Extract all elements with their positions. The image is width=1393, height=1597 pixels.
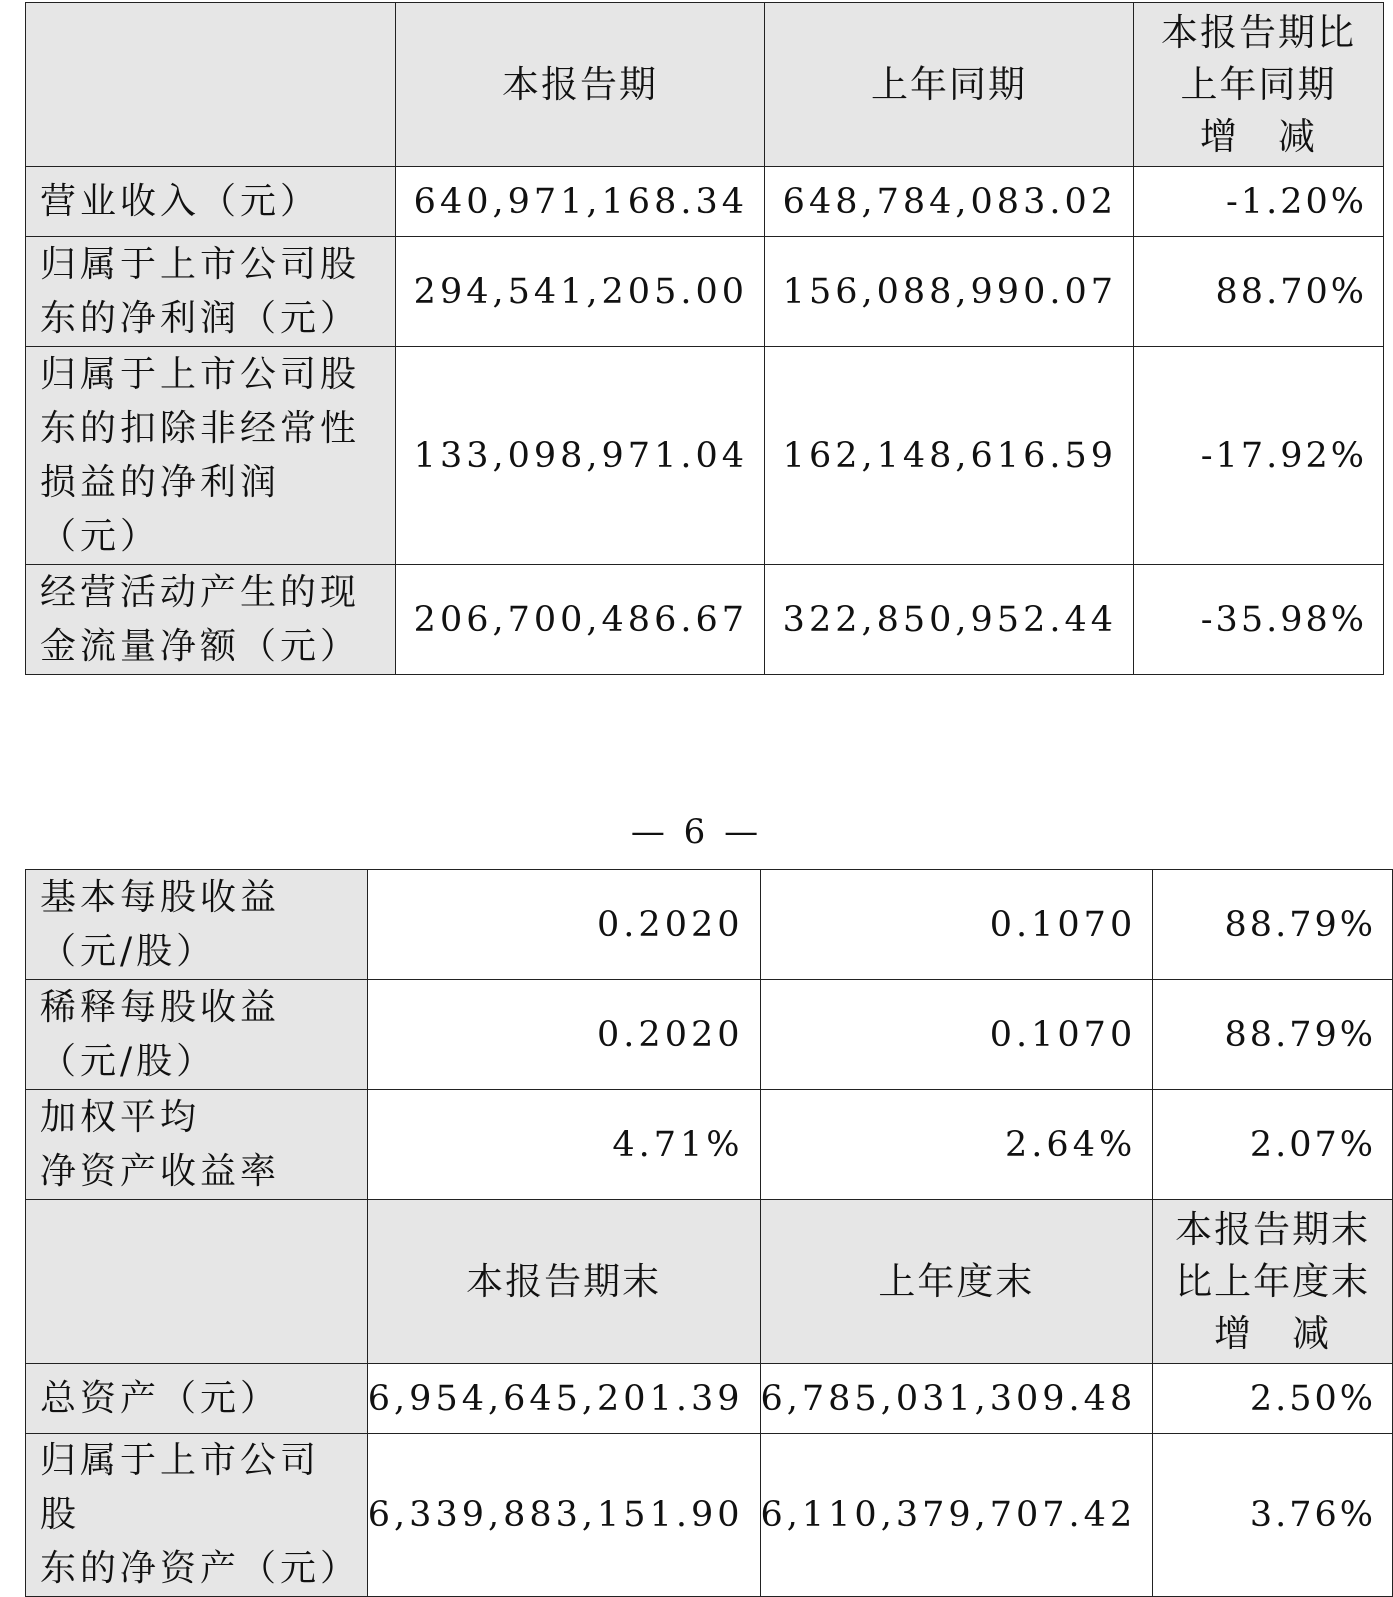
prior-value: 2.64% xyxy=(760,1090,1153,1200)
page-number: — 6 — xyxy=(630,812,763,852)
row-label-line: 归属于上市公司股 xyxy=(40,243,361,285)
row-label-line: 归属于上市公司股 xyxy=(40,353,361,395)
prior-value: 648,784,083.02 xyxy=(765,167,1134,237)
header-change-end xyxy=(1153,1200,1393,1364)
row-label xyxy=(26,1090,368,1200)
row-label-line: 净资产收益率 xyxy=(40,1150,281,1192)
table-row xyxy=(26,167,1384,237)
header-blank-cell xyxy=(26,1200,368,1364)
financial-table-bottom xyxy=(25,869,1393,1597)
prior-value: 0.1070 xyxy=(760,980,1153,1090)
header-change xyxy=(1134,3,1384,167)
header-current-period: 本报告期 xyxy=(396,3,765,167)
header-period-end: 本报告期末 xyxy=(367,1200,760,1364)
change-value: 88.79% xyxy=(1153,980,1393,1090)
table-row xyxy=(26,237,1384,347)
change-value: 3.76% xyxy=(1153,1434,1393,1597)
current-value: 4.71% xyxy=(367,1090,760,1200)
row-label-line: 基本每股收益 xyxy=(40,876,281,918)
row-label-line: （元/股） xyxy=(40,1040,217,1082)
prior-value: 6,785,031,309.48 xyxy=(760,1364,1153,1434)
header-change-line: 本报告期末 xyxy=(1175,1207,1371,1251)
row-label-line: 营业收入（元） xyxy=(40,180,321,222)
change-value: -35.98% xyxy=(1134,565,1384,675)
row-label xyxy=(26,1434,368,1597)
table-row xyxy=(26,565,1384,675)
change-value: -17.92% xyxy=(1134,347,1384,565)
header-change-line: 比上年度末 xyxy=(1175,1259,1371,1303)
current-value: 6,954,645,201.39 xyxy=(367,1364,760,1434)
change-value: -1.20% xyxy=(1134,167,1384,237)
change-value: 88.79% xyxy=(1153,870,1393,980)
table-row xyxy=(26,347,1384,565)
row-label xyxy=(26,1364,368,1434)
row-label-line: 总资产（元） xyxy=(40,1377,281,1419)
header-change-line: 增 减 xyxy=(1200,114,1317,158)
change-value: 2.07% xyxy=(1153,1090,1393,1200)
prior-value: 162,148,616.59 xyxy=(765,347,1134,565)
header-blank-cell xyxy=(26,3,396,167)
table-header-row xyxy=(26,1200,1393,1364)
row-label-line: 东的净利润（元） xyxy=(40,297,361,339)
prior-value: 322,850,952.44 xyxy=(765,565,1134,675)
row-label-line: （元） xyxy=(40,515,161,557)
row-label-line: 归属于上市公司股 xyxy=(40,1440,321,1535)
row-label-line: 东的扣除非经常性 xyxy=(40,407,361,449)
row-label xyxy=(26,870,368,980)
table-row xyxy=(26,870,1393,980)
current-value: 0.2020 xyxy=(367,870,760,980)
header-change-line: 本报告期比 xyxy=(1161,10,1356,54)
row-label-line: 加权平均 xyxy=(40,1096,201,1138)
header-change-line: 增 减 xyxy=(1214,1311,1332,1355)
current-value: 0.2020 xyxy=(367,980,760,1090)
row-label xyxy=(26,237,396,347)
row-label xyxy=(26,347,396,565)
current-value: 6,339,883,151.90 xyxy=(367,1434,760,1597)
header-prior-year-end: 上年度末 xyxy=(760,1200,1153,1364)
row-label-line: 稀释每股收益 xyxy=(40,986,281,1028)
current-value: 133,098,971.04 xyxy=(396,347,765,565)
table-row xyxy=(26,1090,1393,1200)
change-value: 88.70% xyxy=(1134,237,1384,347)
table-row xyxy=(26,1364,1393,1434)
current-value: 294,541,205.00 xyxy=(396,237,765,347)
financial-table-top xyxy=(25,2,1384,675)
row-label-line: （元/股） xyxy=(40,930,217,972)
row-label xyxy=(26,980,368,1090)
header-change-line: 上年同期 xyxy=(1180,62,1337,106)
row-label xyxy=(26,167,396,237)
header-prior-period: 上年同期 xyxy=(765,3,1134,167)
row-label-line: 金流量净额（元） xyxy=(40,625,361,667)
change-value: 2.50% xyxy=(1153,1364,1393,1434)
row-label xyxy=(26,565,396,675)
table-header-row xyxy=(26,3,1384,167)
table-row xyxy=(26,980,1393,1090)
row-label-line: 东的净资产（元） xyxy=(40,1548,361,1589)
table-row xyxy=(26,1434,1393,1597)
prior-value: 0.1070 xyxy=(760,870,1153,980)
prior-value: 156,088,990.07 xyxy=(765,237,1134,347)
row-label-line: 经营活动产生的现 xyxy=(40,571,361,613)
current-value: 640,971,168.34 xyxy=(396,167,765,237)
prior-value: 6,110,379,707.42 xyxy=(760,1434,1153,1597)
row-label-line: 损益的净利润 xyxy=(40,461,281,503)
current-value: 206,700,486.67 xyxy=(396,565,765,675)
